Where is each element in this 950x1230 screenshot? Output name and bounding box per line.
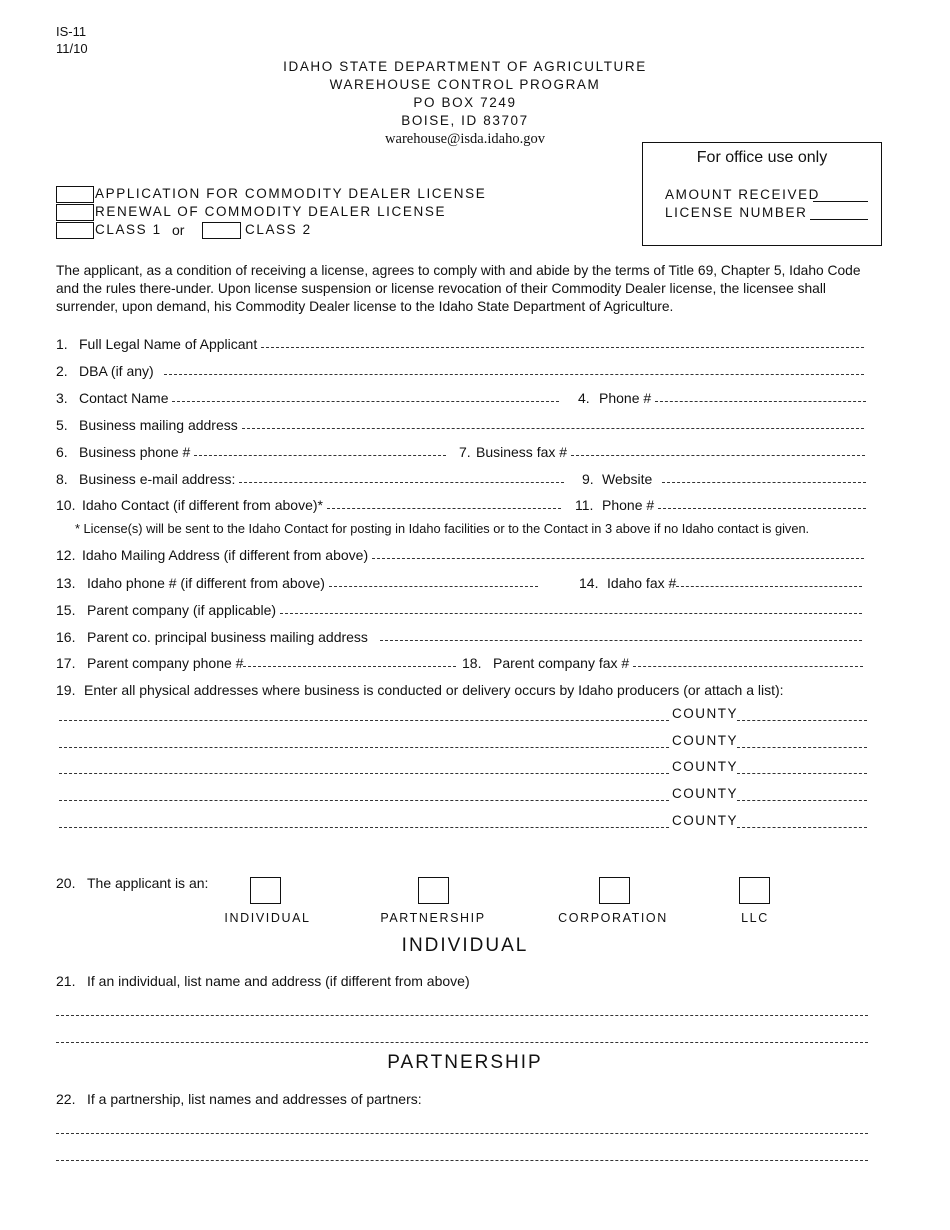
field-label: Business fax # bbox=[476, 444, 568, 460]
input-line[interactable] bbox=[662, 482, 866, 483]
input-line[interactable] bbox=[380, 640, 862, 641]
field-parent-phone[interactable] bbox=[56, 651, 458, 671]
field-label: DBA (if any) bbox=[79, 363, 154, 379]
field-label: Parent company (if applicable) bbox=[87, 602, 277, 618]
partnership-line-1[interactable] bbox=[56, 1133, 868, 1134]
field-number: 4. bbox=[578, 390, 590, 406]
license-number-label: LICENSE NUMBER bbox=[665, 205, 808, 220]
field-label: Phone # bbox=[599, 390, 652, 406]
partnership-line-2[interactable] bbox=[56, 1160, 868, 1161]
field-label: Business mailing address bbox=[79, 417, 238, 433]
address-line-4[interactable] bbox=[59, 800, 669, 801]
llc-label: LLC bbox=[741, 911, 769, 925]
input-line[interactable] bbox=[239, 482, 564, 483]
county-label-1: COUNTY bbox=[672, 706, 738, 721]
section-partnership-number: 22. bbox=[56, 1091, 76, 1107]
field-number: 3. bbox=[56, 390, 68, 406]
or-label: or bbox=[172, 222, 185, 238]
field-parent-mailing-address[interactable] bbox=[56, 625, 864, 645]
field-label: Idaho Contact (if different from above)* bbox=[82, 497, 323, 513]
field-number: 19. bbox=[56, 682, 76, 698]
input-line[interactable] bbox=[164, 374, 864, 375]
address-line-1[interactable] bbox=[59, 720, 669, 721]
form-date: 11/10 bbox=[56, 41, 88, 56]
partnership-label: PARTNERSHIP bbox=[380, 911, 486, 925]
field-number: 8. bbox=[56, 471, 68, 487]
county-line-1[interactable] bbox=[737, 720, 867, 721]
individual-label: INDIVIDUAL bbox=[224, 911, 311, 925]
field-label: Website bbox=[602, 471, 653, 487]
field-physical-addresses bbox=[56, 678, 866, 698]
county-label-2: COUNTY bbox=[672, 733, 738, 748]
field-label: Enter all physical addresses where business is conducted or delivery occurs by Idaho producers (or attach a list): bbox=[84, 682, 784, 698]
intro-paragraph: The applicant, as a condition of receiving a license, agrees to comply with and abide by the terms of Title 69, Chapter 5, Idaho Code and the rules there-under. Upon license suspension or license revocation of their Commodity Dealer license, the licensee shall surrender, upon demand, his Commodity Dealer license to the Idaho State Department of Agriculture. bbox=[56, 263, 861, 314]
individual-checkbox[interactable] bbox=[250, 877, 281, 904]
input-line[interactable] bbox=[676, 586, 862, 587]
class2-checkbox[interactable] bbox=[202, 222, 241, 239]
field-number: 11. bbox=[575, 497, 594, 513]
class1-checkbox[interactable] bbox=[56, 222, 94, 239]
field-idaho-fax[interactable] bbox=[579, 571, 864, 591]
county-label-3: COUNTY bbox=[672, 759, 738, 774]
partnership-checkbox[interactable] bbox=[418, 877, 449, 904]
corporation-label: CORPORATION bbox=[558, 911, 668, 925]
field-number: 17. bbox=[56, 655, 76, 671]
office-use-box bbox=[642, 142, 882, 246]
header-dept: IDAHO STATE DEPARTMENT OF AGRICULTURE bbox=[283, 59, 647, 74]
input-line[interactable] bbox=[280, 613, 862, 614]
field-business-mailing-address[interactable] bbox=[56, 413, 866, 433]
input-line[interactable] bbox=[633, 666, 863, 667]
field-idaho-phone[interactable] bbox=[56, 571, 540, 591]
amount-received-label: AMOUNT RECEIVED bbox=[665, 187, 821, 202]
input-line[interactable] bbox=[329, 586, 538, 587]
field-label: Contact Name bbox=[79, 390, 169, 406]
field-label: Business phone # bbox=[79, 444, 191, 460]
field-label: Business e-mail address: bbox=[79, 471, 236, 487]
input-line[interactable] bbox=[172, 401, 559, 402]
field-contact-name[interactable] bbox=[56, 386, 561, 406]
section-partnership-title: PARTNERSHIP bbox=[387, 1052, 543, 1073]
field-full-legal-name[interactable] bbox=[56, 332, 866, 352]
field-number: 9. bbox=[582, 471, 594, 487]
entity-number: 20. bbox=[56, 875, 76, 891]
class1-label: CLASS 1 bbox=[95, 222, 162, 237]
llc-checkbox[interactable] bbox=[739, 877, 770, 904]
county-label-4: COUNTY bbox=[672, 786, 738, 801]
input-line[interactable] bbox=[658, 508, 866, 509]
license-note: * License(s) will be sent to the Idaho Contact for posting in Idaho facilities or to the Contact in 3 above if no Idaho contact is given. bbox=[75, 521, 810, 536]
field-idaho-contact[interactable] bbox=[56, 493, 563, 513]
individual-line-2[interactable] bbox=[56, 1042, 868, 1043]
field-label: Parent co. principal business mailing address bbox=[87, 629, 368, 645]
field-label: Parent company phone # bbox=[87, 655, 244, 671]
input-line[interactable] bbox=[242, 428, 864, 429]
field-label: Parent company fax # bbox=[493, 655, 630, 671]
input-line[interactable] bbox=[194, 455, 446, 456]
input-line[interactable] bbox=[261, 347, 864, 348]
field-number: 15. bbox=[56, 602, 76, 618]
office-use-title: For office use only bbox=[696, 149, 828, 166]
county-line-2[interactable] bbox=[737, 747, 867, 748]
field-business-phone[interactable] bbox=[56, 440, 448, 460]
corporation-checkbox[interactable] bbox=[599, 877, 630, 904]
field-number: 18. bbox=[462, 655, 482, 671]
renewal-checkbox[interactable] bbox=[56, 204, 94, 221]
field-number: 7. bbox=[459, 444, 471, 460]
field-website[interactable] bbox=[582, 467, 868, 487]
header-program: WAREHOUSE CONTROL PROGRAM bbox=[329, 77, 601, 92]
amount-received-field[interactable] bbox=[813, 201, 868, 202]
header-city: BOISE, ID 83707 bbox=[401, 113, 529, 128]
address-line-2[interactable] bbox=[59, 747, 669, 748]
field-number: 12. bbox=[56, 547, 76, 563]
field-label: Full Legal Name of Applicant bbox=[79, 336, 258, 352]
field-number: 16. bbox=[56, 629, 76, 645]
field-number: 14. bbox=[579, 575, 599, 591]
address-line-5[interactable] bbox=[59, 827, 669, 828]
field-label: Idaho Mailing Address (if different from above) bbox=[82, 547, 369, 563]
field-label: Idaho fax # bbox=[607, 575, 677, 591]
header-email: warehouse@isda.idaho.gov bbox=[385, 131, 545, 147]
field-label: Idaho phone # (if different from above) bbox=[87, 575, 325, 591]
license-number-field[interactable] bbox=[810, 219, 868, 220]
input-line[interactable] bbox=[571, 455, 865, 456]
county-line-3[interactable] bbox=[737, 773, 867, 774]
field-parent-company[interactable] bbox=[56, 598, 864, 618]
field-parent-fax[interactable] bbox=[462, 651, 865, 671]
section-individual-title: INDIVIDUAL bbox=[401, 935, 529, 956]
entity-label: The applicant is an: bbox=[87, 875, 209, 891]
header-po-box: PO BOX 7249 bbox=[413, 95, 517, 110]
input-line[interactable] bbox=[327, 508, 561, 509]
field-business-email[interactable] bbox=[56, 467, 566, 487]
section-individual-number: 21. bbox=[56, 973, 76, 989]
county-line-5[interactable] bbox=[737, 827, 867, 828]
application-label: APPLICATION FOR COMMODITY DEALER LICENSE bbox=[95, 186, 487, 201]
individual-line-1[interactable] bbox=[56, 1015, 868, 1016]
input-line[interactable] bbox=[243, 666, 456, 667]
input-line[interactable] bbox=[372, 558, 864, 559]
form-code: IS-11 bbox=[56, 24, 87, 39]
input-line[interactable] bbox=[655, 401, 866, 402]
county-label-5: COUNTY bbox=[672, 813, 738, 828]
field-number: 10. bbox=[56, 497, 76, 513]
field-dba[interactable] bbox=[56, 359, 866, 379]
field-phone[interactable] bbox=[578, 386, 868, 406]
county-line-4[interactable] bbox=[737, 800, 867, 801]
field-idaho-contact-phone[interactable] bbox=[575, 493, 868, 513]
field-idaho-mailing-address[interactable] bbox=[56, 543, 866, 563]
address-line-3[interactable] bbox=[59, 773, 669, 774]
application-checkbox[interactable] bbox=[56, 186, 94, 203]
field-number: 6. bbox=[56, 444, 68, 460]
field-number: 1. bbox=[56, 336, 68, 352]
section-individual-label: If an individual, list name and address (if different from above) bbox=[87, 973, 470, 989]
class2-label: CLASS 2 bbox=[245, 222, 312, 237]
field-number: 13. bbox=[56, 575, 76, 591]
section-partnership-label: If a partnership, list names and addresses of partners: bbox=[87, 1091, 422, 1107]
field-business-fax[interactable] bbox=[459, 440, 867, 460]
field-number: 2. bbox=[56, 363, 68, 379]
field-label: Phone # bbox=[602, 497, 655, 513]
field-number: 5. bbox=[56, 417, 68, 433]
renewal-label: RENEWAL OF COMMODITY DEALER LICENSE bbox=[95, 204, 447, 219]
